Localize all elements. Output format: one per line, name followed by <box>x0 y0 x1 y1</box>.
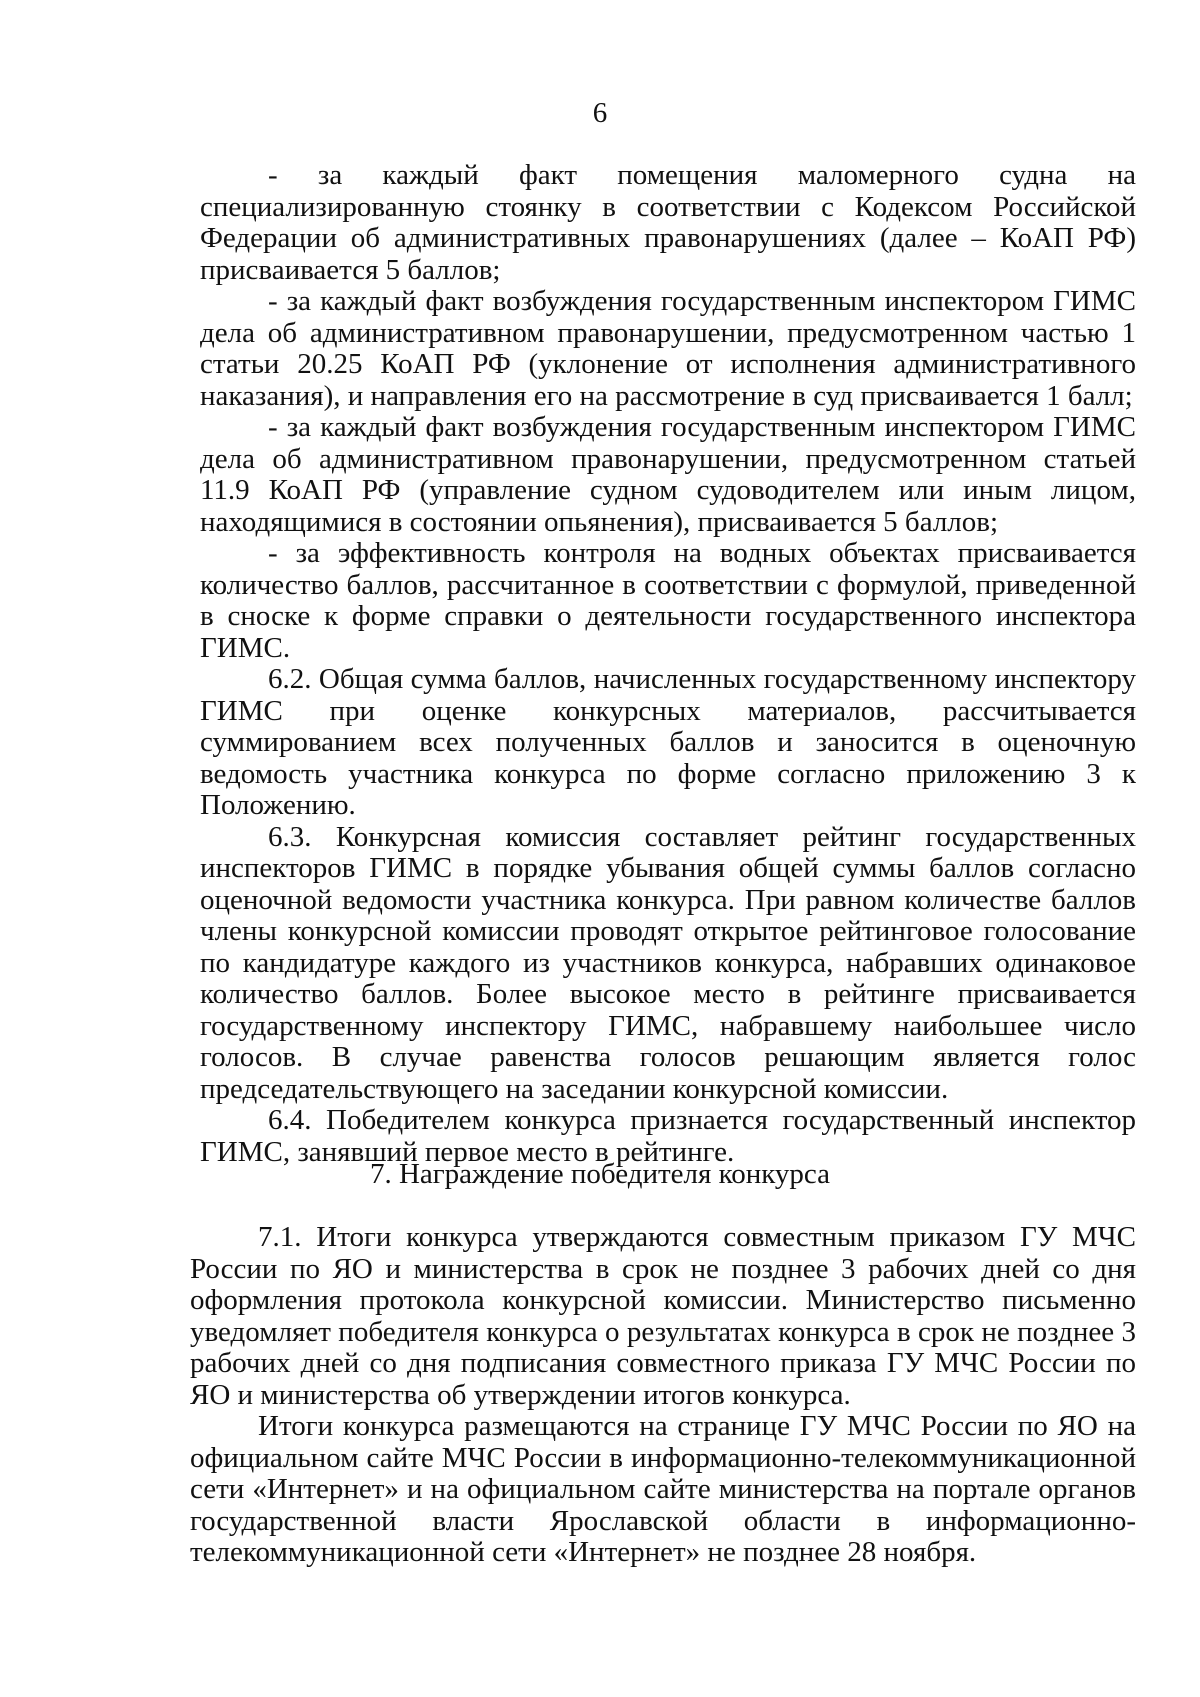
section-title: 7. Награждение победителя конкурса <box>369 1158 831 1190</box>
page-number: 6 <box>592 97 608 129</box>
paragraph-6-2: 6.2. Общая сумма баллов, начисленных государственному инспектору ГИМС при оценке конкурсных материалов, рассчитывается суммированием всех полученных баллов и заносится в оценочную ведомость участника конкурса по форме согласно приложению 3 к Положению. <box>200 663 1136 821</box>
paragraph-control-efficiency: - за эффективность контроля на водных объектах присваивается количество баллов, рассчитанное в соответствии с формулой, приведенной в сноске к форме справки о деятельности государственного инспектора ГИМС. <box>200 537 1136 664</box>
paragraph-results-publication: Итоги конкурса размещаются на странице ГУ МЧС России по ЯО на официальном сайте МЧС России в информационно-телекоммуникационной сети «Интернет» и на официальном сайте министерства на портале органов государственной власти Ярославской области в информационно-телекоммуникационной сети «Интернет» не позднее 28 ноября. <box>190 1410 1136 1568</box>
paragraph-boat-impound: - за каждый факт помещения маломерного судна на специализированную стоянку в соответствии с Кодексом Российской Федерации об административных правонарушениях (далее – КоАП РФ) присваивается 5 баллов; <box>200 159 1136 286</box>
paragraph-6-3: 6.3. Конкурсная комиссия составляет рейтинг государственных инспекторов ГИМС в порядке убывания общей суммы баллов согласно оценочной ведомости участника конкурса. При равном количестве баллов члены конкурсной комиссии проводят открытое рейтинговое голосование по кандидатуре каждого из участников конкурса, набравших одинаковое количество баллов. Более высокое место в рейтинге присваивается государственному инспектору ГИМС, набравшему наибольшее число голосов. В случае равенства голосов решающим является голос председательствующего на заседании конкурсной комиссии. <box>200 820 1136 1105</box>
paragraph-6-4: 6.4. Победителем конкурса признается государственный инспектор ГИМС, занявший первое место в рейтинге. <box>200 1104 1136 1168</box>
paragraph-article-11-9: - за каждый факт возбуждения государственным инспектором ГИМС дела об административном правонарушении, предусмотренном статьей 11.9 КоАП РФ (управление судном судоводителем или иным лицом, находящимися в состоянии опьянения), присваивается 5 баллов; <box>200 411 1136 538</box>
paragraph-7-1: 7.1. Итоги конкурса утверждаются совместным приказом ГУ МЧС России по ЯО и министерства в срок не позднее 3 рабочих дней со дня оформления протокола конкурсной комиссии. Министерство письменно уведомляет победителя конкурса о результатах конкурса в срок не позднее 3 рабочих дней со дня подписания совместного приказа ГУ МЧС России по ЯО и министерства об утверждении итогов конкурса. <box>190 1221 1136 1411</box>
paragraph-article-20-25: - за каждый факт возбуждения государственным инспектором ГИМС дела об административном правонарушении, предусмотренном частью 1 статьи 20.25 КоАП РФ (уклонение от исполнения административного наказания), и направления его на рассмотрение в суд присваивается 1 балл; <box>200 285 1136 412</box>
body-text-bottom <box>190 1222 1136 1569</box>
body-text-top <box>200 160 1136 1168</box>
